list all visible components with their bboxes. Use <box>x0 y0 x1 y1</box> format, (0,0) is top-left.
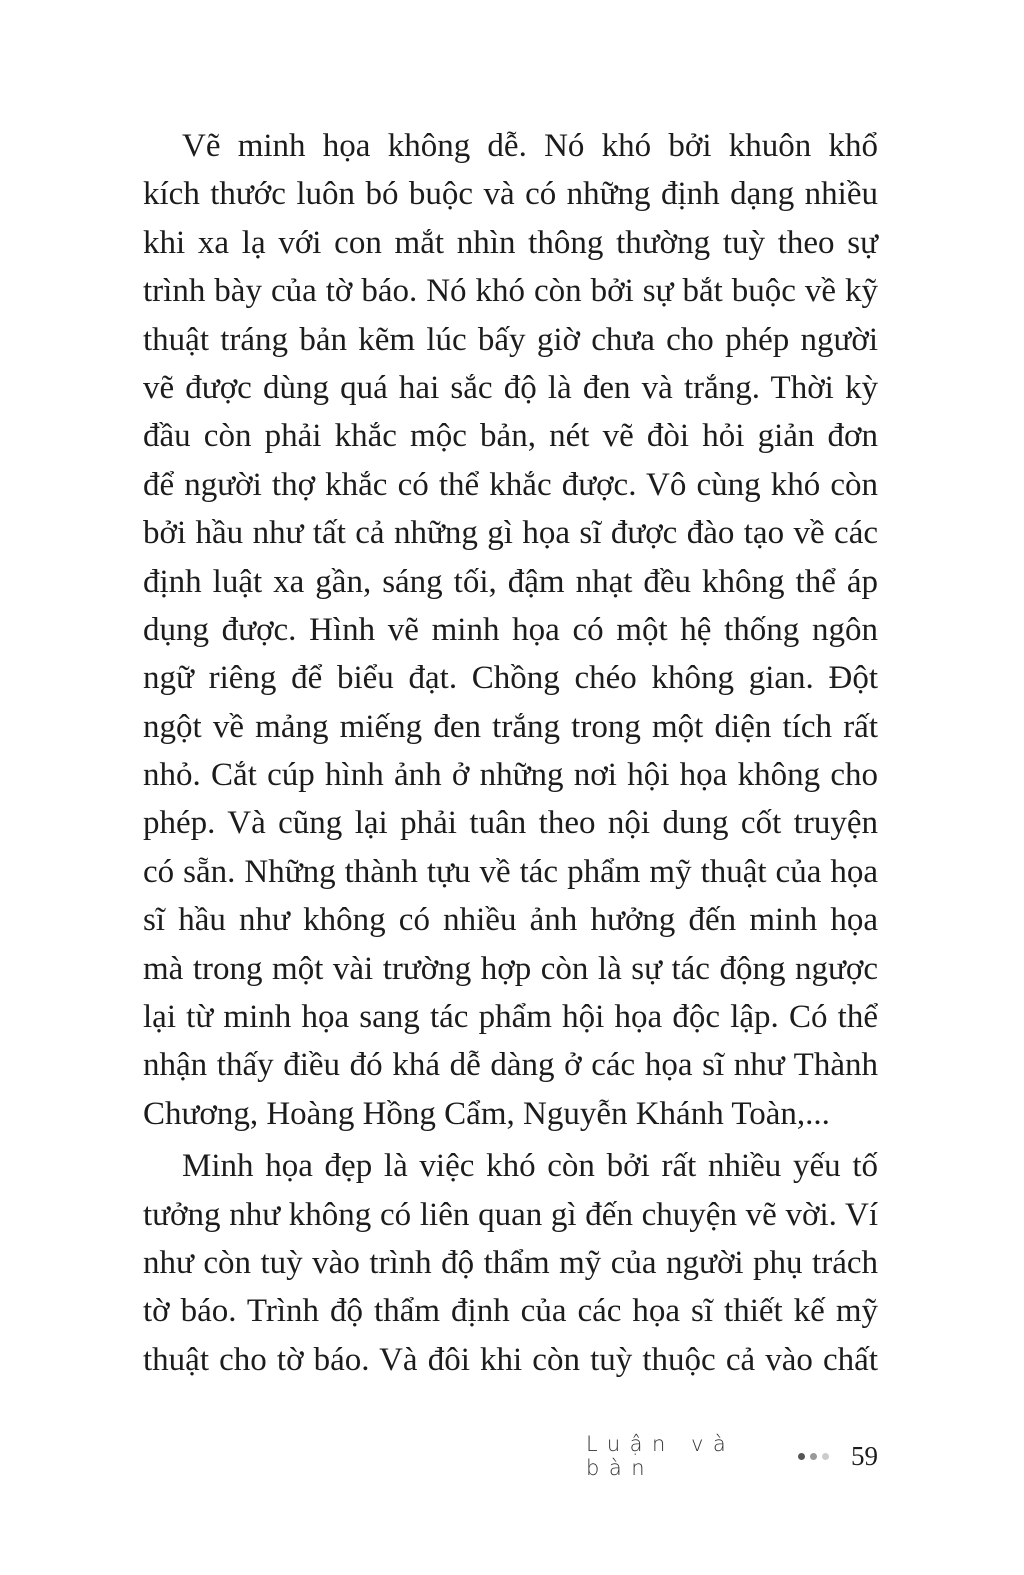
text-line: định luật xa gần, sáng tối, đậm nhạt đều không thể áp <box>143 563 878 600</box>
dot-icon <box>810 1453 817 1460</box>
paragraph-1 <box>143 122 878 1138</box>
text-line: ngột về mảng miếng đen trắng trong một diện tích rất <box>143 708 878 745</box>
text-line: mà trong một vài trường hợp còn là sự tác động ngược <box>143 950 878 987</box>
page-footer <box>586 1432 878 1480</box>
text-line: trình bày của tờ báo. Nó khó còn bởi sự bắt buộc về kỹ <box>143 273 878 310</box>
text-line: Vẽ minh họa không dễ. Nó khó bởi khuôn khổ <box>182 128 878 164</box>
text-line: nhỏ. Cắt cúp hình ảnh ở những nơi hội họa không cho <box>143 757 878 794</box>
text-line: Chương, Hoàng Hồng Cẩm, Nguyễn Khánh Toàn,... <box>143 1095 830 1132</box>
text-line: lại từ minh họa sang tác phẩm hội họa độc lập. Có thể <box>143 999 878 1036</box>
running-title: Luận và bàn <box>586 1432 736 1480</box>
text-line: đầu còn phải khắc mộc bản, nét vẽ đòi hỏi giản đơn <box>143 418 878 455</box>
dot-icon <box>798 1453 805 1460</box>
body-text <box>143 122 878 1384</box>
text-line: khi xa lạ với con mắt nhìn thông thường tuỳ theo sự <box>143 224 878 261</box>
text-line: tưởng như không có liên quan gì đến chuyện vẽ vời. Ví <box>143 1196 878 1233</box>
text-line: kích thước luôn bó buộc và có những định dạng nhiều <box>143 176 878 213</box>
paragraph-2 <box>143 1142 878 1384</box>
text-line: dụng được. Hình vẽ minh họa có một hệ thống ngôn <box>143 611 878 648</box>
text-line: như còn tuỳ vào trình độ thẩm mỹ của người phụ trách <box>143 1244 878 1281</box>
text-line: có sẵn. Những thành tựu về tác phẩm mỹ thuật của họa <box>143 853 878 890</box>
text-line: thuật cho tờ báo. Và đôi khi còn tuỳ thuộc cả vào chất <box>143 1341 878 1378</box>
text-line: thuật tráng bản kẽm lúc bấy giờ chưa cho phép người <box>143 321 878 358</box>
dot-icon <box>822 1453 829 1460</box>
three-dots-ornament-icon <box>798 1453 829 1460</box>
text-line: sĩ hầu như không có nhiều ảnh hưởng đến minh họa <box>143 902 878 939</box>
text-line: vẽ được dùng quá hai sắc độ là đen và trắng. Thời kỳ <box>143 369 878 406</box>
text-line: ngữ riêng để biểu đạt. Chồng chéo không gian. Đột <box>143 660 878 697</box>
text-line: bởi hầu như tất cả những gì họa sĩ được đào tạo về các <box>143 515 878 552</box>
text-line: tờ báo. Trình độ thẩm định của các họa sĩ thiết kế mỹ <box>143 1293 878 1330</box>
text-line: phép. Và cũng lại phải tuân theo nội dung cốt truyện <box>143 805 878 842</box>
page-number: 59 <box>851 1440 878 1471</box>
text-line: nhận thấy điều đó khá dễ dàng ở các họa sĩ như Thành <box>143 1047 878 1084</box>
text-line: để người thợ khắc có thể khắc được. Vô cùng khó còn <box>143 466 878 503</box>
text-line: Minh họa đẹp là việc khó còn bởi rất nhiều yếu tố <box>182 1148 878 1185</box>
